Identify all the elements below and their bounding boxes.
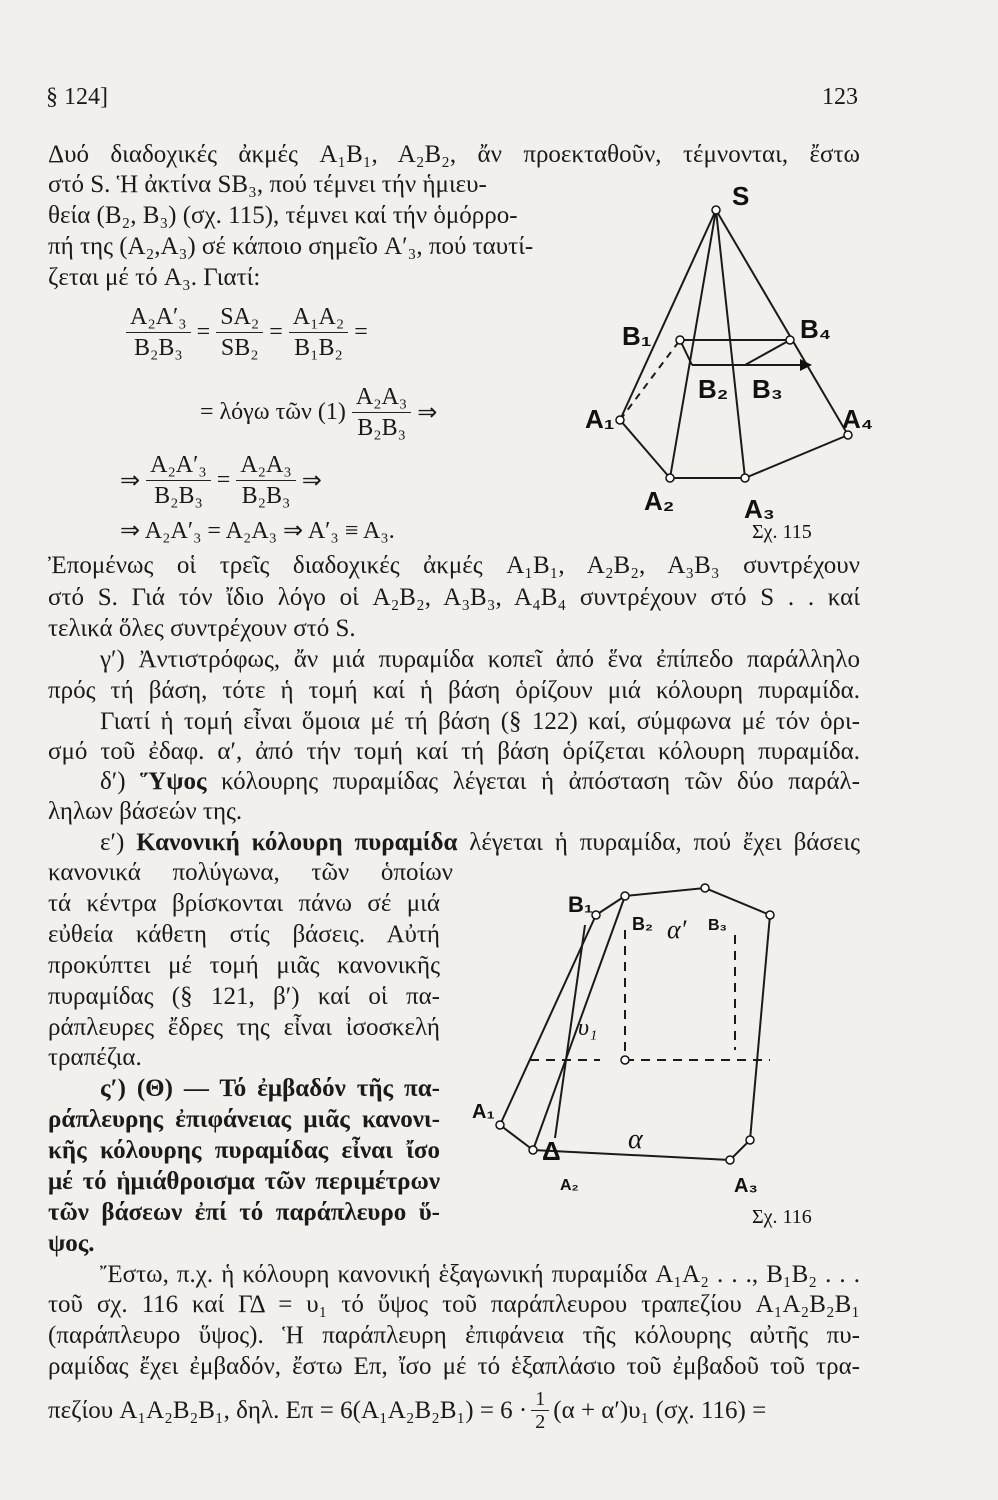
theorem-line: ς′) (Θ) — Τό ἐμβαδόν τῆς πα-: [100, 1075, 440, 1102]
text-line: σμό τοῦ ἐδαφ. α′, ἀπό τήν τομή καί τή βάση ὁρίζεται κόλουρη πυραμίδα.: [48, 738, 860, 765]
implies-sign: ⇒: [120, 468, 141, 494]
label-A4: A₄: [842, 404, 874, 434]
text-line: πυραμίδας (§ 121, β′) καί οἱ πα-: [48, 983, 440, 1010]
label-B4: B₄: [800, 314, 832, 344]
text-line: Ἔστω, π.χ. ἡ κόλουρη κανονική ἑξαγωνική πυραμίδα A₁A₂ . . ., B₁B₂ . . .: [100, 1261, 860, 1288]
vertex-point: [746, 1136, 754, 1144]
text-run: κόλουρης πυραμίδας λέγεται ἡ ἀπόσταση τῶν δύο παράλ-: [206, 768, 860, 795]
figure-caption: Σχ. 116: [752, 1206, 812, 1228]
vertex-point: [621, 1056, 629, 1064]
text-line: προκύπτει μέ τομή μιᾶς κανονικῆς: [48, 952, 440, 979]
text-line: Δυό διαδοχικές ἀκμές A₁B₁, A₂B₂, ἄν προεκταθοῦν, τέμνονται, ἔστω: [48, 141, 860, 168]
fraction-numerator: A₂A₃: [352, 382, 411, 413]
text-line: τοῦ σχ. 116 καί ΓΔ = υ₁ τό ὕψος τοῦ παράπλευρου τραπεζίου A₁A₂B₂B₁: [48, 1291, 860, 1318]
text-run: λέγεται ἡ πυραμίδα, πού ἔχει βάσεις: [457, 829, 860, 856]
item-label: ε′): [100, 829, 137, 856]
fraction-denominator: SB₂: [220, 335, 259, 361]
label-B1: B₁: [622, 321, 652, 351]
fraction-numerator: SA₂: [216, 302, 263, 333]
text-line: στό S. Ἡ ἀκτίνα SB₃, πού τέμνει τήν ἡμιευ-: [48, 171, 487, 198]
label-B1: B₁: [568, 892, 593, 917]
label-B3: B₃: [708, 917, 727, 934]
equals-sign: =: [216, 467, 231, 493]
text-line: εὐθεία κάθετη στίς βάσεις. Αὐτή: [48, 921, 440, 948]
text-line: τελικά ὅλες συντρέχουν στό S.: [48, 615, 356, 642]
text-line: πρός τή βάση, τότε ἡ τομή καί ἡ βάση ὁρίζουν μιά κόλουρη πυραμίδα.: [48, 677, 860, 704]
label-B3: B₃: [752, 374, 783, 404]
theorem-line: κῆς κόλουρης πυραμίδας εἶναι ἴσο: [48, 1137, 440, 1164]
vertex-point: [621, 892, 629, 900]
text-line: ραμίδας ἔχει ἐμβαδόν, ἔστω Eπ, ἴσο μέ τό ἑξαπλάσιο τοῦ ἐμβαδοῦ τοῦ τρα-: [48, 1353, 860, 1380]
label-S: S: [732, 181, 750, 211]
lateral-edge: [750, 915, 770, 1140]
label-A3: A₃: [734, 1175, 758, 1197]
vertex-point: [726, 1156, 734, 1164]
fraction-denominator: B₂B₃: [154, 483, 203, 509]
vertex-point: [766, 911, 774, 919]
text-line: γ′) Ἀντιστρόφως, ἄν μιά πυραμίδα κοπεῖ ἀπό ἕνα ἐπίπεδο παράλληλο: [100, 646, 860, 673]
fraction-denominator: B₂B₃: [357, 415, 406, 441]
label-alpha: α: [628, 1124, 643, 1155]
text-line: θεία (B₂, B₃) (σχ. 115), τέμνει καί τήν ὁμόρρο-: [48, 202, 518, 229]
label-A2: A₂: [560, 1177, 579, 1194]
fraction-denominator: B₁B₂: [294, 335, 343, 361]
label-u1: υ₁: [578, 1015, 598, 1041]
term-regular-frustum: Κανονική κόλουρη πυραμίδα: [136, 829, 458, 856]
text-line: Ἐπομένως οἱ τρεῖς διαδοχικές ἀκμές A₁B₁, A₂B₂, A₃B₃ συντρέχουν: [48, 552, 860, 579]
text-line: ζεται μέ τό A₃. Γιατί:: [48, 264, 261, 291]
text-line: (παράπλευρο ὕψος). Ἡ παράπλευρη ἐπιφάνεια τῆς κόλουρης αὐτῆς πυ-: [48, 1322, 860, 1349]
page-number: 123: [822, 84, 858, 110]
label-alpha-prime: α′: [667, 915, 687, 944]
label-A2: A₂: [644, 486, 675, 516]
conclusion: ⇒ A₂A′₃ = A₂A₃ ⇒ A′₃ ≡ A₃.: [120, 518, 395, 544]
vertex-point: [592, 911, 600, 919]
text-line: τραπέζια.: [48, 1044, 142, 1071]
term-height: Ὕψος: [140, 768, 207, 795]
text-run: (α + α′)υ₁ (σχ. 116) =: [553, 1396, 767, 1424]
fraction-denominator: B₂B₃: [241, 483, 291, 509]
label-B2: B₂: [632, 914, 653, 934]
theorem-line: τῶν βάσεων ἐπί τό παράπλευρο ὕ-: [48, 1199, 440, 1226]
implies-sign: ⇒: [301, 468, 322, 494]
text-line: πή της (A₂,A₃) σέ κάποιο σημεῖο A′₃, πού ταυτί-: [48, 233, 534, 260]
text-line: κανονικά πολύγωνα, τῶν ὁποίων: [48, 859, 453, 886]
label-A3: A₃: [744, 494, 775, 524]
theorem-line: ψος.: [48, 1230, 95, 1257]
base-edge: [500, 1125, 533, 1150]
implies-sign: ⇒: [417, 400, 438, 426]
equals-sign: =: [354, 319, 368, 345]
figure-caption: Σχ. 115: [752, 521, 812, 543]
fraction-numerator: A₁A₂: [289, 302, 348, 333]
label-A1: A₁: [472, 1101, 495, 1123]
fraction-numerator: A₂A′₃: [126, 302, 191, 333]
fraction-denominator: B₂B₃: [133, 335, 183, 361]
text-run: πεζίου A₁A₂B₂B₁, δηλ. Eπ = 6(A₁A₂B₂B₁) = 6 ·: [48, 1396, 528, 1424]
vertex-point: [529, 1146, 537, 1154]
fraction-numerator: 1: [531, 1388, 549, 1411]
label-A1: A₁: [585, 404, 615, 434]
item-label: δ′): [100, 768, 141, 795]
equals-sign: =: [196, 319, 211, 345]
section-header: § 124]: [46, 84, 108, 110]
equals-sign: =: [269, 319, 283, 345]
label-Delta: Δ: [542, 1136, 561, 1166]
label-B2: B₂: [698, 374, 729, 404]
vertex-point: [701, 884, 709, 892]
text-line: Γιατί ἡ τομή εἶναι ὅμοια μέ τή βάση (§ 122) καί, σύμφωνα μέ τόν ὁρι-: [100, 708, 860, 735]
vertex-point: [496, 1121, 504, 1129]
fraction-numerator: A₂A′₃: [146, 450, 211, 481]
text-line: ληλων βάσεών της.: [48, 798, 243, 825]
reason-text: = λόγω τῶν (1): [200, 399, 346, 425]
text-line: ράπλευρες ἔδρες της εἶναι ἰσοσκελή: [48, 1014, 440, 1041]
text-line: τά κέντρα βρίσκονται πάνω σέ μιά: [48, 890, 440, 917]
theorem-line: μέ τό ἡμιάθροισμα τῶν περιμέτρων: [48, 1168, 440, 1195]
fraction-numerator: A₂A₃: [236, 450, 295, 481]
fraction-denominator: 2: [535, 1411, 546, 1433]
text-line: στό S. Γιά τόν ἴδιο λόγο οἱ A₂B₂, A₃B₃, A₄B₄ συντρέχουν στό S . . καί: [48, 584, 860, 611]
theorem-line: ράπλευρης ἐπιφάνειας μιᾶς κανονι-: [48, 1106, 440, 1133]
